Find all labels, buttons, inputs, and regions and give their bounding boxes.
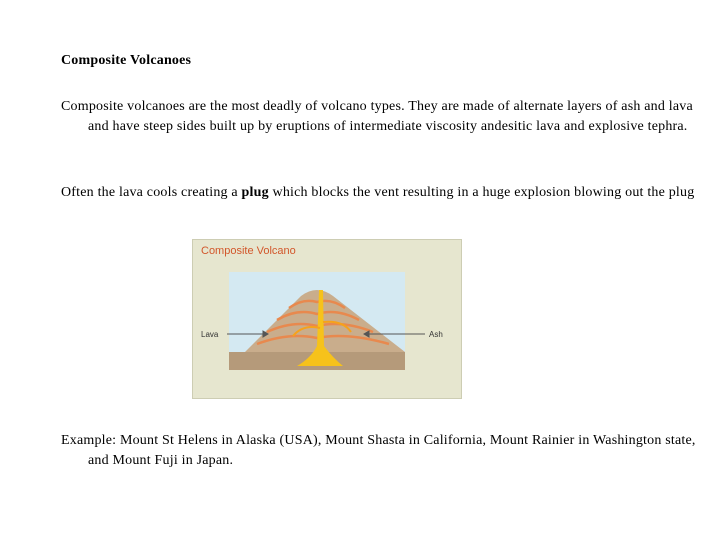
lava-label: Lava (201, 330, 219, 339)
paragraph-plug-before: Often the lava cools creating a (61, 185, 242, 200)
diagram-title: Composite Volcano (201, 245, 296, 257)
paragraph-definition: Composite volcanoes are the most deadly of volcano types. They are made of alternate layers of ash and lava and have steep sides built up by eruptions of intermediate viscosity andesitic lava and explosive tephra. (61, 99, 693, 134)
paragraph-plug (61, 183, 698, 203)
paragraph-plug-after: which blocks the vent resulting in a huge explosion blowing out the plug (268, 185, 695, 200)
plug-keyword: plug (241, 185, 269, 200)
composite-volcano-diagram (192, 239, 462, 399)
paragraph-examples: Example: Mount St Helens in Alaska (USA), Mount Shasta in California, Mount Rainier in Washington state, and Mount Fuji in Japan. (61, 433, 696, 468)
page-title: Composite Volcanoes (61, 53, 192, 68)
ash-label: Ash (429, 330, 443, 339)
volcano-illustration (193, 240, 463, 400)
